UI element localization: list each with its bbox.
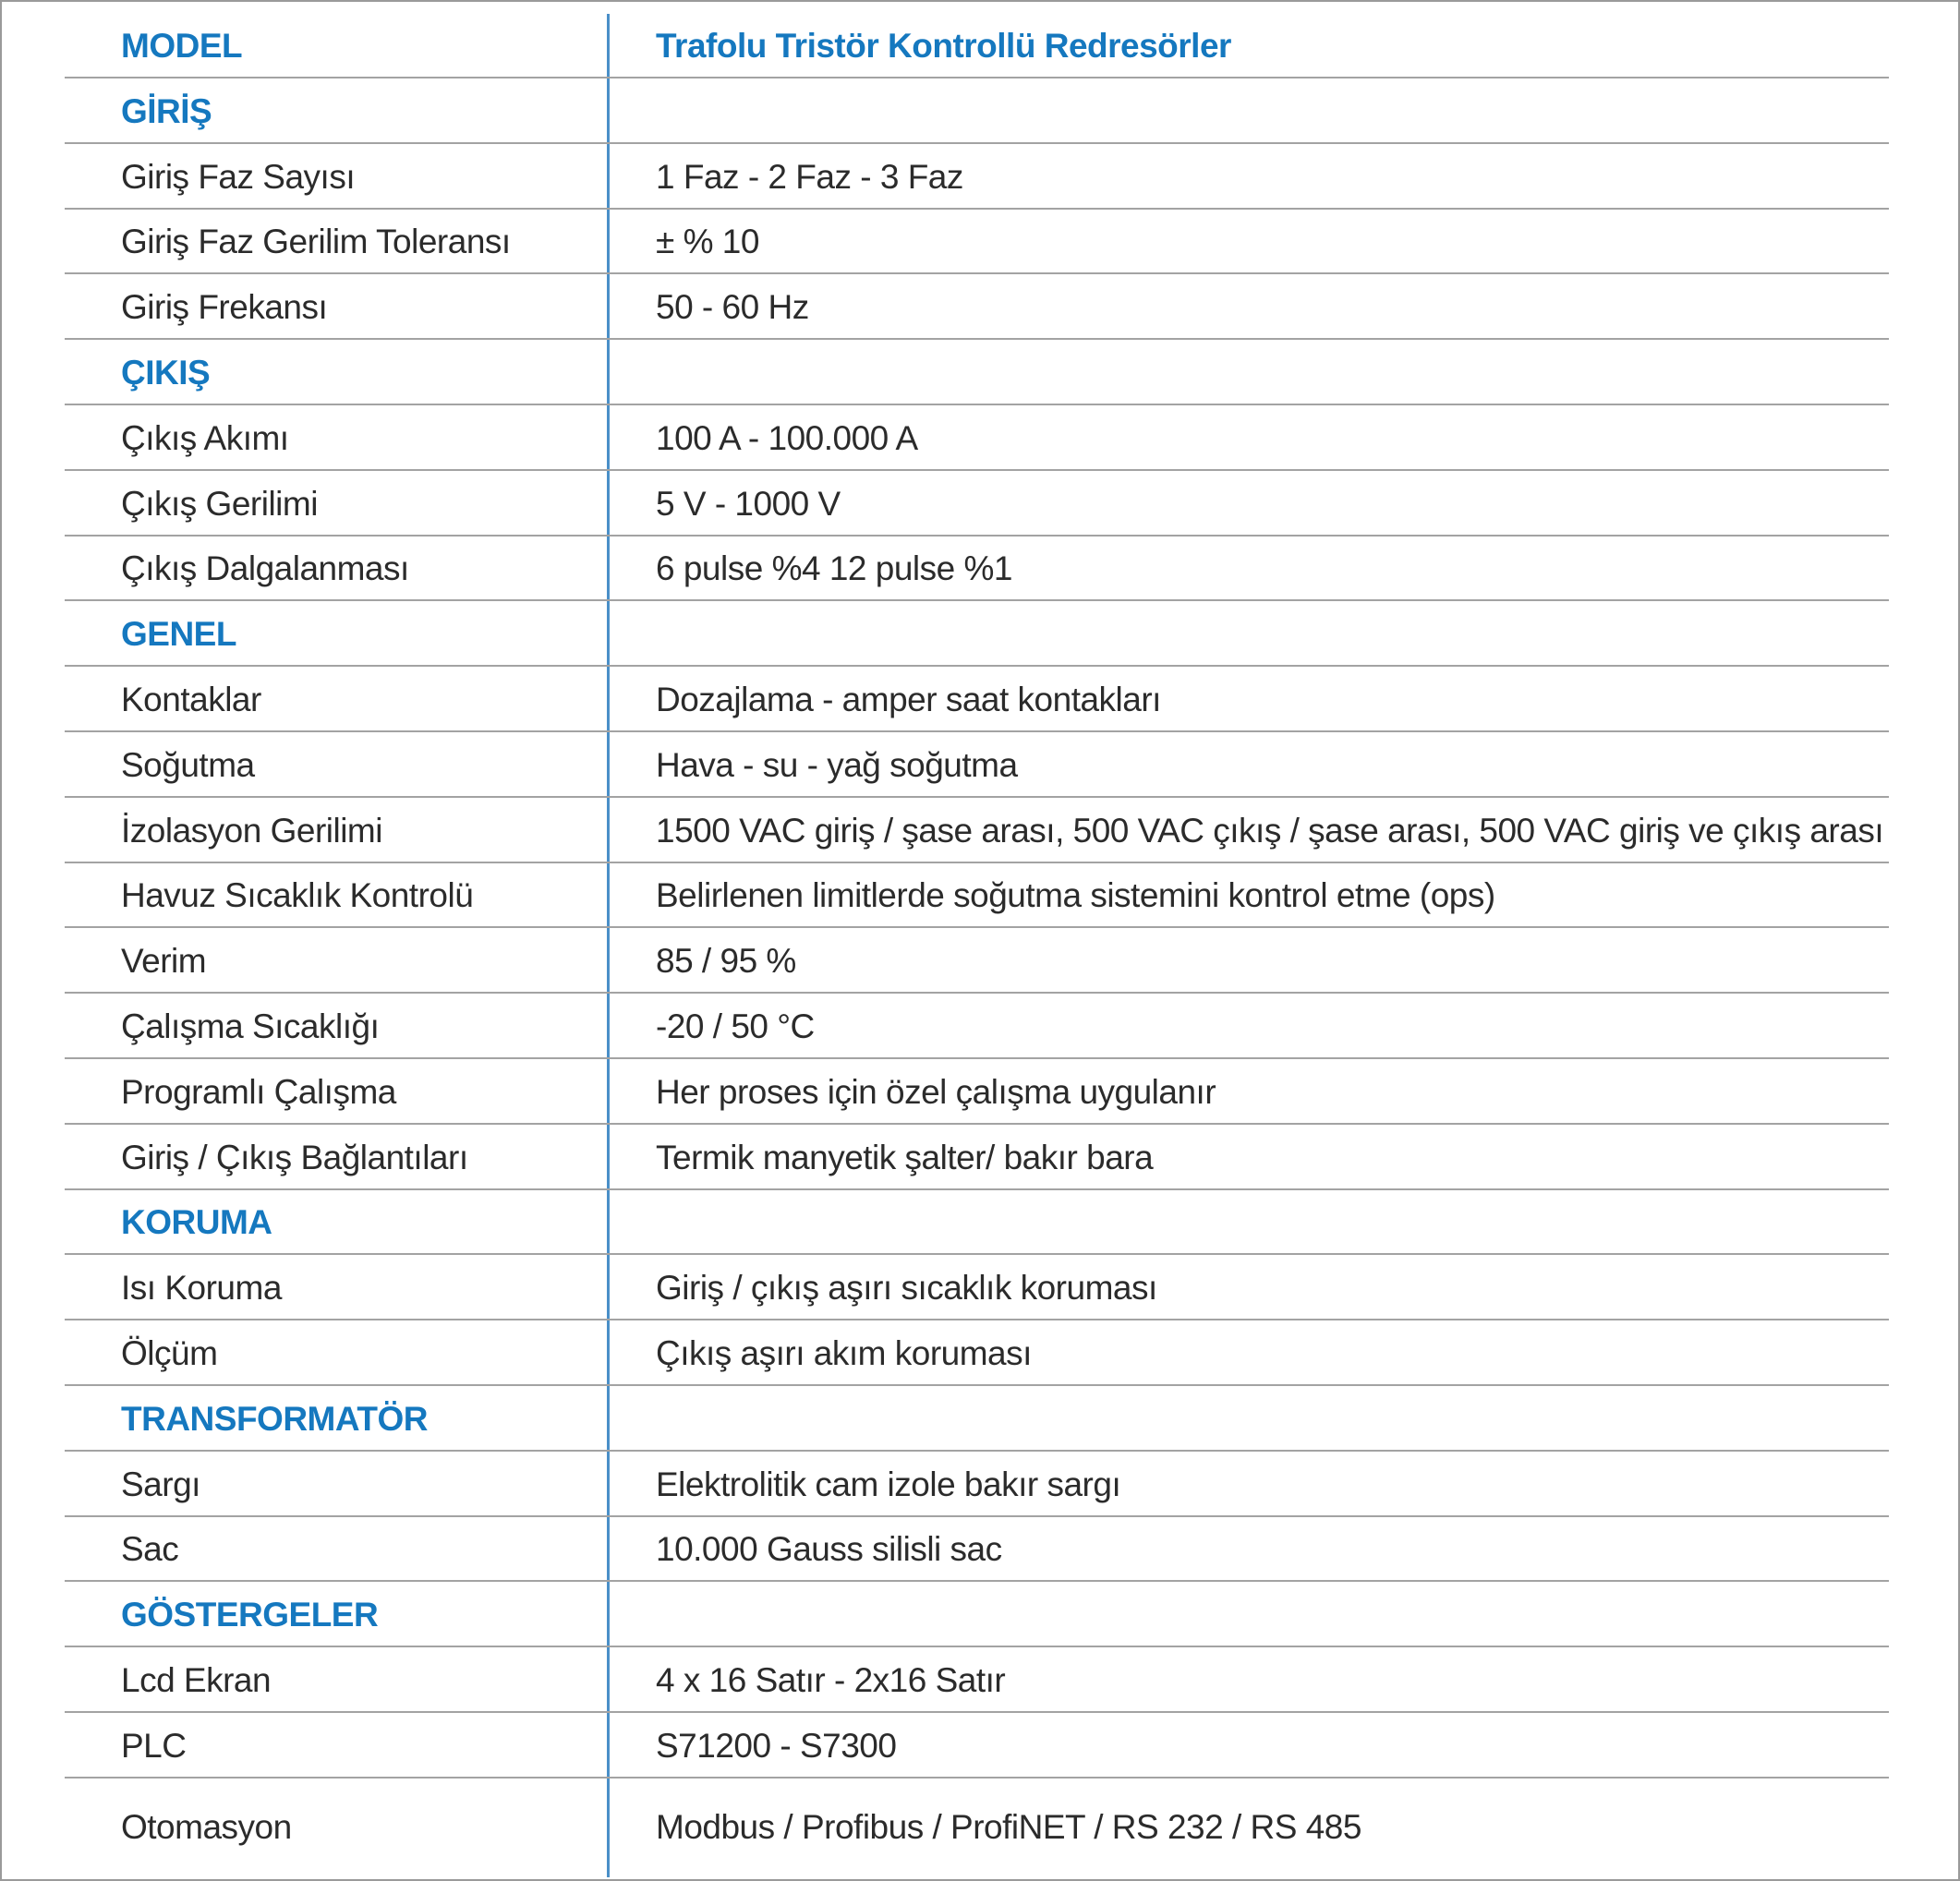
spec-value: 1 Faz - 2 Faz - 3 Faz (656, 157, 963, 196)
spec-value: 5 V - 1000 V (656, 484, 841, 523)
table-row (65, 1779, 1889, 1858)
spec-table (65, 0, 1889, 1858)
table-row (65, 537, 1889, 602)
spec-label: Kontaklar (121, 680, 261, 718)
table-header-row (65, 0, 1889, 78)
section-title: GÖSTERGELER (121, 1596, 379, 1634)
table-row (65, 1255, 1889, 1320)
spec-value: Hava - su - yağ soğutma (656, 745, 1018, 784)
spec-value: 10.000 Gauss silisli sac (656, 1530, 1002, 1569)
spec-label: Havuz Sıcaklık Kontrolü (121, 876, 474, 915)
spec-label: Giriş Frekansı (121, 288, 328, 327)
spec-label: Sargı (121, 1465, 200, 1503)
spec-value: -20 / 50 °C (656, 1007, 815, 1045)
section-title: GENEL (121, 615, 236, 654)
table-row (65, 1125, 1889, 1190)
spec-label: Isı Koruma (121, 1269, 282, 1308)
model-title: Trafolu Tristör Kontrollü Redresörler (656, 27, 1231, 65)
table-row (65, 928, 1889, 994)
spec-label: PLC (121, 1726, 187, 1765)
spec-value: 1500 VAC giriş / şase arası, 500 VAC çıkış / şase arası, 500 VAC giriş ve çıkış arası (656, 811, 1884, 850)
spec-value: S71200 - S7300 (656, 1726, 897, 1765)
spec-value: 6 pulse %4 12 pulse %1 (656, 549, 1012, 588)
table-row (65, 1647, 1889, 1713)
table-row (65, 994, 1889, 1059)
spec-value: Belirlenen limitlerde soğutma sistemini kontrol etme (ops) (656, 876, 1495, 915)
section-title: TRANSFORMATÖR (121, 1399, 428, 1438)
section-title: GİRİŞ (121, 91, 212, 130)
table-row (65, 210, 1889, 275)
spec-label: İzolasyon Gerilimi (121, 811, 382, 850)
spec-value: 50 - 60 Hz (656, 288, 809, 327)
spec-label: Çıkış Akımı (121, 418, 289, 457)
table-row (65, 274, 1889, 340)
spec-label: Giriş Faz Gerilim Toleransı (121, 223, 511, 261)
spec-label: Giriş Faz Sayısı (121, 157, 356, 196)
spec-label: Giriş / Çıkış Bağlantıları (121, 1138, 468, 1176)
table-row (65, 1320, 1889, 1386)
table-row (65, 471, 1889, 537)
section-header-row (65, 1582, 1889, 1647)
spec-value: Giriş / çıkış aşırı sıcaklık koruması (656, 1269, 1157, 1308)
spec-value: 85 / 95 % (656, 942, 796, 981)
spec-label: Ölçüm (121, 1333, 218, 1372)
spec-label: Otomasyon (121, 1807, 292, 1846)
table-row (65, 1713, 1889, 1779)
spec-label: Çıkış Dalgalanması (121, 549, 409, 588)
table-row (65, 732, 1889, 798)
section-header-row (65, 340, 1889, 405)
table-row (65, 863, 1889, 929)
section-header-row (65, 1386, 1889, 1452)
table-row (65, 144, 1889, 210)
spec-label: Lcd Ekran (121, 1660, 272, 1699)
table-row (65, 1452, 1889, 1517)
spec-value: Dozajlama - amper saat kontakları (656, 680, 1161, 718)
section-title: KORUMA (121, 1203, 272, 1242)
spec-value: Modbus / Profibus / ProfiNET / RS 232 / RS 485 (656, 1807, 1361, 1846)
spec-label: Verim (121, 942, 207, 981)
spec-value: Elektrolitik cam izole bakır sargı (656, 1465, 1121, 1503)
spec-value: Termik manyetik şalter/ bakır bara (656, 1138, 1154, 1176)
spec-value: ± % 10 (656, 223, 759, 261)
spec-value: Her proses için özel çalışma uygulanır (656, 1072, 1216, 1111)
section-header-row (65, 601, 1889, 667)
spec-value: 4 x 16 Satır - 2x16 Satır (656, 1660, 1006, 1699)
model-label: MODEL (121, 27, 243, 65)
spec-label: Çalışma Sıcaklığı (121, 1007, 380, 1045)
table-row (65, 667, 1889, 732)
spec-label: Programlı Çalışma (121, 1072, 396, 1111)
section-header-row (65, 1190, 1889, 1256)
spec-value: 100 A - 100.000 A (656, 418, 918, 457)
spec-label: Soğutma (121, 745, 255, 784)
section-header-row (65, 78, 1889, 144)
section-title: ÇIKIŞ (121, 353, 211, 392)
table-row (65, 405, 1889, 471)
spec-label: Çıkış Gerilimi (121, 484, 318, 523)
table-row (65, 1059, 1889, 1125)
table-row (65, 798, 1889, 863)
table-row (65, 1517, 1889, 1583)
spec-label: Sac (121, 1530, 179, 1569)
spec-value: Çıkış aşırı akım koruması (656, 1333, 1032, 1372)
